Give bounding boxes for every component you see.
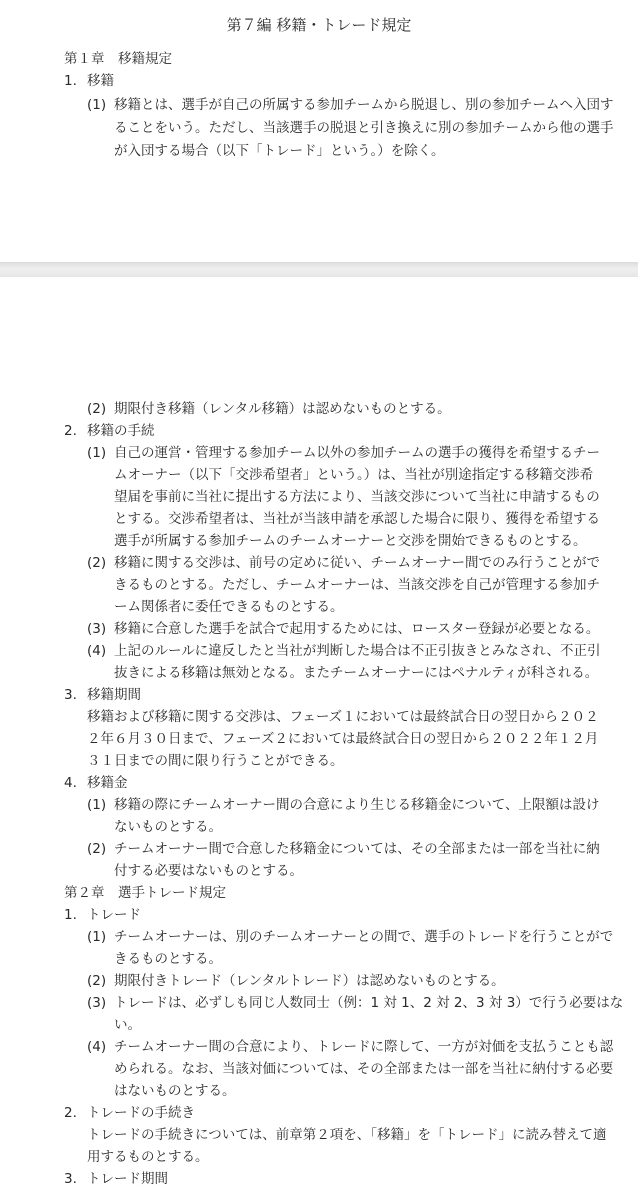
paragraph-line: トレードの手続きについては、前章第２項を、「移籍」を「トレード」に読み替えて適 <box>87 1127 607 1143</box>
paragraph-number: (2) <box>87 401 107 417</box>
paragraph-line: 移籍に関する交渉は、前号の定めに従い、チームオーナー間でのみ行うことがで <box>114 555 600 571</box>
section-title: トレードの手続き <box>87 1105 195 1121</box>
paragraph-line: 移籍とは、選手が自己の所属する参加チームから脱退し、別の参加チームへ入団す <box>114 97 614 113</box>
paragraph-line: チームオーナー間の合意により、トレードに際して、一方が対価を支払うことも認 <box>114 1039 614 1055</box>
section-number: 2. <box>64 1105 77 1121</box>
section-title: 移籍の手続 <box>87 423 155 439</box>
section-number: 3. <box>64 1171 77 1187</box>
section-number: 4. <box>64 775 77 791</box>
paragraph-line: が入団する場合（以下「トレード」という。）を除く。 <box>114 143 445 159</box>
paragraph-line: ムオーナー（以下「交渉希望者」という。）は、当社が別途指定する移籍交渉希 <box>114 467 594 483</box>
paragraph-number: (2) <box>87 841 107 857</box>
paragraph-number: (3) <box>87 995 107 1011</box>
paragraph-line: 期限付きトレード（レンタルトレード）は認めないものとする。 <box>114 973 505 989</box>
chapter-1-heading: 第１章 移籍規定 <box>64 51 172 67</box>
paragraph-line: められる。なお、当該対価については、その全部または一部を当社に納付する必要 <box>114 1061 614 1077</box>
section-title: 移籍金 <box>87 775 128 791</box>
document-page-1 <box>0 0 638 262</box>
section-title: トレード期間 <box>87 1171 168 1187</box>
section-number: 2. <box>64 423 77 439</box>
section-number: 1. <box>64 73 77 89</box>
paragraph-number: (4) <box>87 643 107 659</box>
paragraph-line: い。 <box>114 1017 141 1033</box>
paragraph-line: きるものとする。 <box>114 951 222 967</box>
paragraph-number: (1) <box>87 97 107 113</box>
chapter-2-heading: 第２章 選手トレード規定 <box>64 885 226 901</box>
paragraph-line: 期限付き移籍（レンタル移籍）は認めないものとする。 <box>114 401 451 417</box>
paragraph-line: 用するものとする。 <box>87 1149 209 1165</box>
paragraph-line: きるものとする。ただし、チームオーナーは、当該交渉を自己が管理する参加チ <box>114 577 600 593</box>
paragraph-line: 上記のルールに違反したと当社が判断した場合は不正引抜きとみなされ、不正引 <box>114 643 601 659</box>
paragraph-number: (1) <box>87 797 107 813</box>
paragraph-line: チームオーナー間で合意した移籍金については、その全部または一部を当社に納 <box>114 841 600 857</box>
document-title: 第７編 移籍・トレード規定 <box>226 16 412 34</box>
paragraph-line: ることをいう。ただし、当該選手の脱退と引き換えに別の参加チームから他の選手 <box>114 120 614 136</box>
paragraph-line: 選手が所属する参加チームのチームオーナーと交渉を開始できるものとする。 <box>114 533 587 549</box>
paragraph-number: (1) <box>87 445 107 461</box>
paragraph-line: 移籍に合意した選手を試合で起用するためには、ロースター登録が必要となる。 <box>114 621 600 637</box>
paragraph-line: 抜きによる移籍は無効となる。またチームオーナーにはペナルティが科される。 <box>114 665 599 681</box>
paragraph-line: ２年６月３０日まで、フェーズ２においては最終試合日の翌日から２０２２年１２月 <box>87 731 599 747</box>
paragraph-number: (4) <box>87 1039 107 1055</box>
paragraph-line: 移籍の際にチームオーナー間の合意により生じる移籍金について、上限額は設け <box>114 797 600 813</box>
paragraph-line: はないものとする。 <box>114 1083 236 1099</box>
page-separator <box>0 262 638 277</box>
section-number: 1. <box>64 907 77 923</box>
paragraph-number: (3) <box>87 621 107 637</box>
paragraph-line: チームオーナーは、別のチームオーナーとの間で、選手のトレードを行うことがで <box>114 929 614 945</box>
paragraph-number: (1) <box>87 929 107 945</box>
paragraph-line: トレードは、必ずしも同じ人数同士（例：1 対 1、2 対 2、3 対 3）で行う必要はな <box>114 995 624 1011</box>
section-number: 3. <box>64 687 77 703</box>
paragraph-number: (2) <box>87 555 107 571</box>
paragraph-line: 移籍および移籍に関する交渉は、フェーズ１においては最終試合日の翌日から２０２ <box>87 709 599 725</box>
paragraph-line: とする。交渉希望者は、当社が当該申請を承認した場合に限り、獲得を希望する <box>114 511 600 527</box>
paragraph-line: ３１日までの間に限り行うことができる。 <box>87 753 344 769</box>
section-title: 移籍期間 <box>87 687 141 703</box>
paragraph-line: 望届を事前に当社に提出する方法により、当該交渉について当社に申請するもの <box>114 489 600 505</box>
paragraph-line: ないものとする。 <box>114 819 222 835</box>
paragraph-line: 付する必要はないものとする。 <box>114 863 303 879</box>
paragraph-line: 自己の運営・管理する参加チーム以外の参加チームの選手の獲得を希望するチー <box>114 445 600 461</box>
paragraph-line: ーム関係者に委任できるものとする。 <box>114 599 344 615</box>
section-title: 移籍 <box>87 73 114 89</box>
paragraph-number: (2) <box>87 973 107 989</box>
section-title: トレード <box>87 907 141 923</box>
